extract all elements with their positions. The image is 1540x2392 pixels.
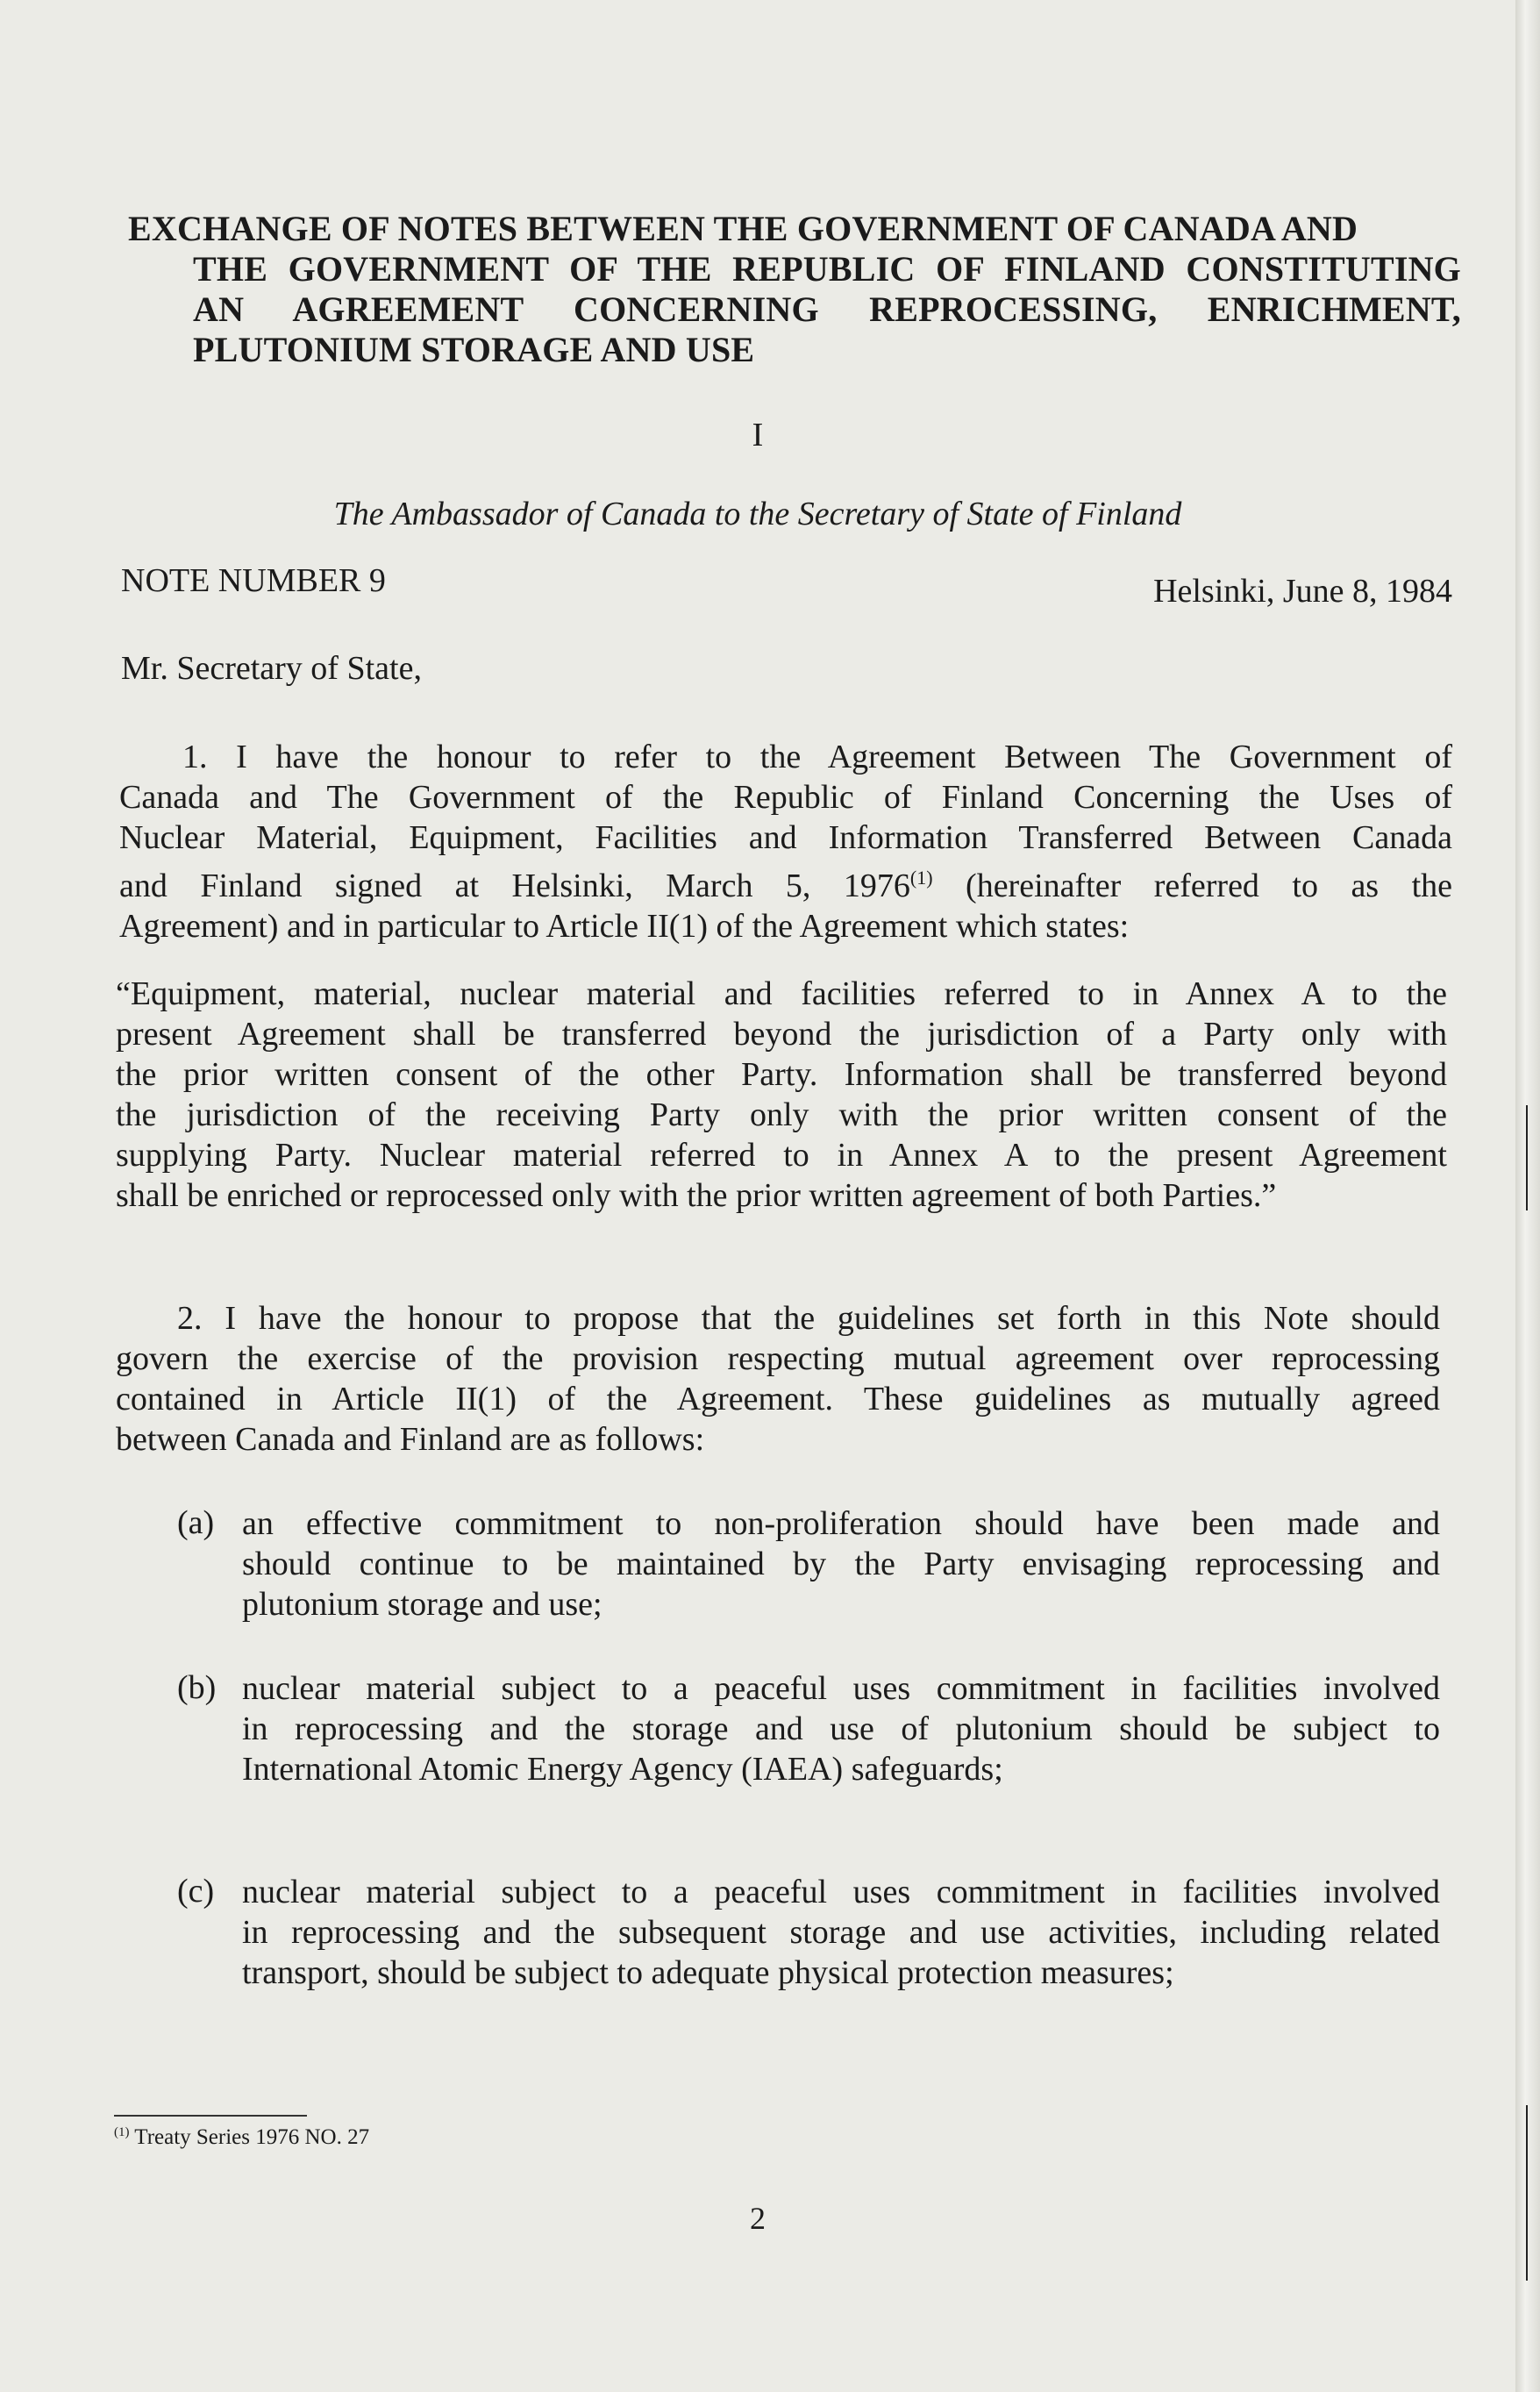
title-line: EXCHANGE OF NOTES BETWEEN THE GOVERNMENT OF CANADA AND bbox=[128, 209, 1358, 248]
document-title bbox=[128, 209, 1461, 370]
text-line: Canada and The Government of the Republic of Finland Concerning the Uses of bbox=[119, 779, 1452, 816]
text-line: present Agreement shall be transferred beyond the jurisdiction of a Party only with bbox=[116, 1016, 1447, 1053]
text-fragment: (hereinafter referred to as the bbox=[932, 868, 1452, 904]
item-c bbox=[242, 1872, 1440, 1993]
paragraph-2 bbox=[116, 1298, 1440, 1460]
page-number: 2 bbox=[750, 2201, 766, 2236]
footnote-text: Treaty Series 1976 NO. 27 bbox=[129, 2125, 370, 2149]
text-line: shall be enriched or reprocessed only with the prior written agreement of both Parties.” bbox=[116, 1177, 1277, 1214]
item-a bbox=[242, 1503, 1440, 1624]
footnote-rule bbox=[114, 2115, 307, 2117]
text-line: plutonium storage and use; bbox=[242, 1586, 602, 1623]
text-line: in reprocessing and the subsequent storage and use activities, including related bbox=[242, 1914, 1440, 1951]
text-line: contained in Article II(1) of the Agreement. These guidelines as mutually agreed bbox=[116, 1381, 1440, 1417]
text-line bbox=[119, 858, 1452, 906]
footnote-marker: (1) bbox=[114, 2125, 130, 2139]
page-edge bbox=[1515, 0, 1540, 2392]
text-line: should continue to be maintained by the Party envisaging reprocessing and bbox=[242, 1546, 1440, 1582]
item-label-c: (c) bbox=[177, 1873, 215, 1910]
item-label-b: (b) bbox=[177, 1669, 217, 1706]
title-line: AN AGREEMENT CONCERNING REPROCESSING, ENRICHMENT, bbox=[193, 289, 1461, 329]
text-line: nuclear material subject to a peaceful uses commitment in facilities involved bbox=[242, 1874, 1440, 1910]
text-line: Nuclear Material, Equipment, Facilities and Information Transferred Between Canada bbox=[119, 819, 1452, 856]
text-line: nuclear material subject to a peaceful uses commitment in facilities involved bbox=[242, 1670, 1440, 1707]
section-numeral: I bbox=[752, 417, 764, 453]
text-line: in reprocessing and the storage and use of plutonium should be subject to bbox=[242, 1710, 1440, 1747]
place-date: Helsinki, June 8, 1984 bbox=[1153, 573, 1452, 610]
note-heading: The Ambassador of Canada to the Secretary of State of Finland bbox=[333, 496, 1182, 532]
title-line: THE GOVERNMENT OF THE REPUBLIC OF FINLAND CONSTITUTING bbox=[193, 249, 1461, 289]
salutation: Mr. Secretary of State, bbox=[121, 650, 422, 687]
text-line: govern the exercise of the provision respecting mutual agreement over reprocessing bbox=[116, 1340, 1440, 1377]
item-b bbox=[242, 1668, 1440, 1789]
text-line: the jurisdiction of the receiving Party only with the prior written consent of the bbox=[116, 1096, 1447, 1133]
text-line: transport, should be subject to adequate physical protection measures; bbox=[242, 1954, 1174, 1991]
note-number: NOTE NUMBER 9 bbox=[121, 562, 386, 599]
text-line: 2. I have the honour to propose that the guidelines set forth in this Note should bbox=[177, 1300, 1440, 1337]
footnote bbox=[114, 2125, 369, 2150]
text-line: supplying Party. Nuclear material referred to in Annex A to the present Agreement bbox=[116, 1137, 1447, 1174]
edge-mark bbox=[1526, 2105, 1528, 2281]
paragraph-1 bbox=[119, 737, 1452, 946]
quotation bbox=[116, 974, 1447, 1216]
text-line: the prior written consent of the other Party. Information shall be transferred beyond bbox=[116, 1056, 1447, 1093]
edge-mark bbox=[1526, 1105, 1528, 1210]
text-fragment: and Finland signed at Helsinki, March 5, 1976 bbox=[119, 868, 910, 904]
title-line: PLUTONIUM STORAGE AND USE bbox=[193, 330, 755, 369]
text-line: 1. I have the honour to refer to the Agreement Between The Government of bbox=[182, 739, 1452, 775]
text-line: between Canada and Finland are as follows: bbox=[116, 1421, 705, 1458]
text-line: “Equipment, material, nuclear material and facilities referred to in Annex A to the bbox=[116, 975, 1447, 1012]
item-label-a: (a) bbox=[177, 1504, 215, 1541]
text-line: Agreement) and in particular to Article II(1) of the Agreement which states: bbox=[119, 908, 1130, 945]
text-line: an effective commitment to non-proliferation should have been made and bbox=[242, 1505, 1440, 1542]
text-line: International Atomic Energy Agency (IAEA) safeguards; bbox=[242, 1751, 1003, 1788]
footnote-reference: (1) bbox=[909, 867, 933, 889]
